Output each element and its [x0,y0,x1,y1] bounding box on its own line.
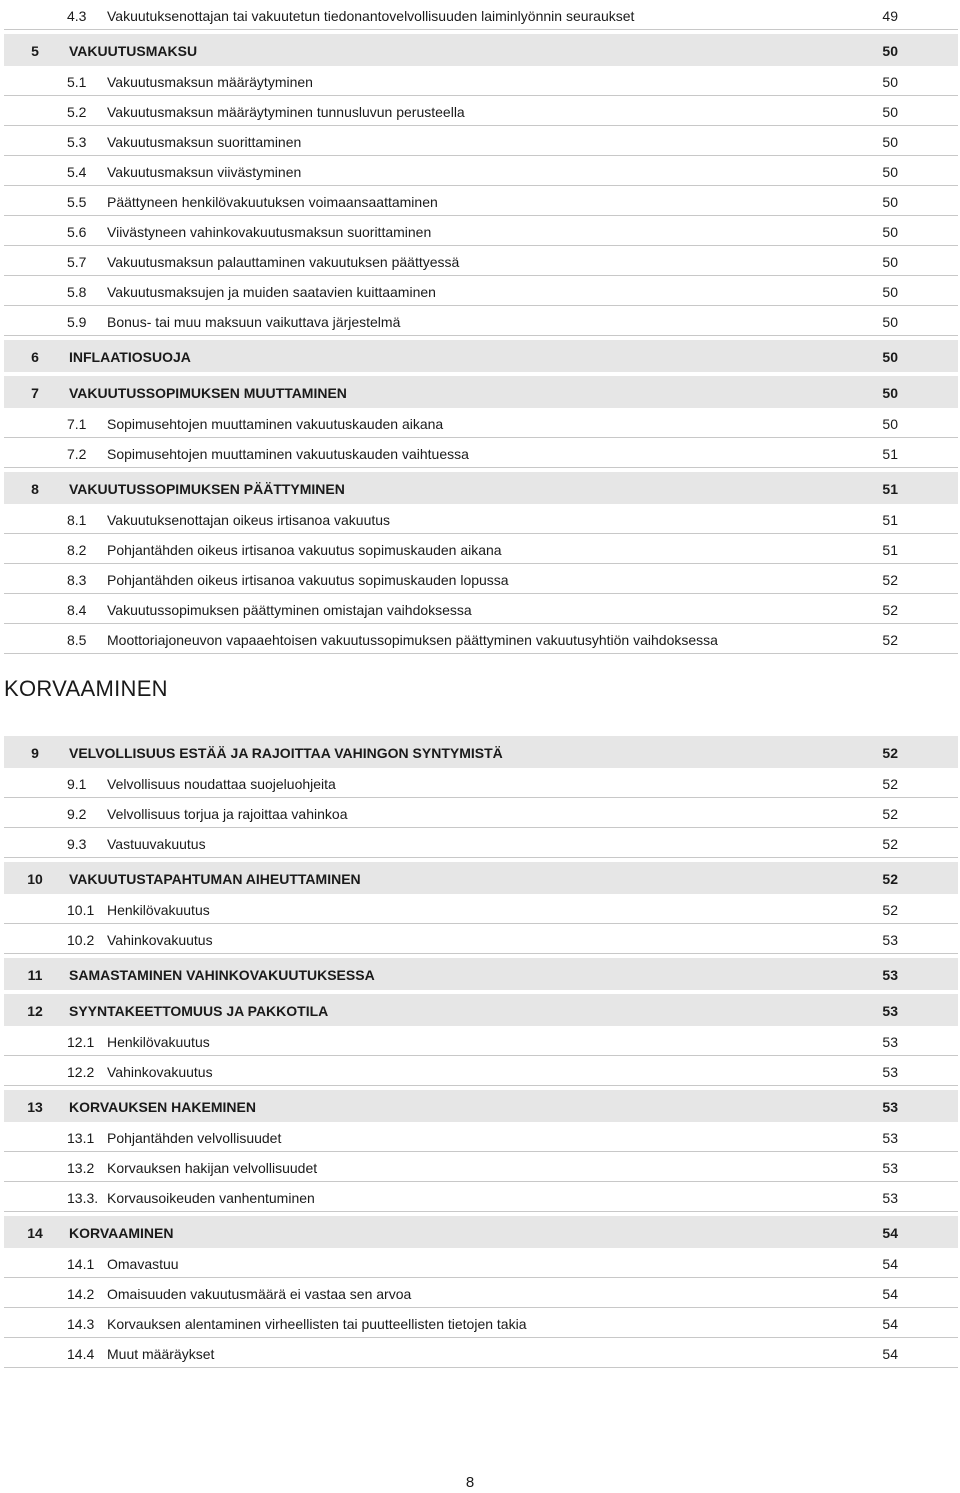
toc-section-row[interactable] [4,504,958,534]
toc-section-row[interactable] [4,216,958,246]
section-title: Vakuutuksenottajan tai vakuutetun tiedonantovelvollisuuden laiminlyönnin seuraukset [107,8,635,24]
toc-section-row[interactable] [4,594,958,624]
page-ref: 53 [882,1190,898,1206]
section-title: Bonus- tai muu maksuun vaikuttava järjestelmä [107,314,401,330]
toc-section-row[interactable] [4,186,958,216]
toc-section-row[interactable] [4,924,958,954]
section-title: Sopimusehtojen muuttaminen vakuutuskauden vaihtuessa [107,446,469,462]
section-title: Korvauksen alentaminen virheellisten tai puutteellisten tietojen takia [107,1316,527,1332]
section-number: 8.5 [67,632,87,648]
section-number: 10.1 [67,902,95,918]
section-number: 14.4 [67,1346,95,1362]
chapter-title: INFLAATIOSUOJA [69,349,191,365]
section-title: Vahinkovakuutus [107,1064,213,1080]
page-ref: 50 [882,224,898,240]
page-ref: 50 [882,74,898,90]
chapter-title: KORVAAMINEN [69,1225,174,1241]
section-title: Pohjantähden oikeus irtisanoa vakuutus sopimuskauden lopussa [107,572,509,588]
toc-section-row[interactable] [4,0,958,30]
page-ref: 50 [882,284,898,300]
chapter-number: 9 [31,745,39,761]
page-ref: 53 [882,932,898,948]
toc-chapter-row[interactable] [4,958,958,990]
section-title: Pohjantähden oikeus irtisanoa vakuutus sopimuskauden aikana [107,542,502,558]
chapter-number: 6 [31,349,39,365]
toc-section-row[interactable] [4,156,958,186]
toc-section-row[interactable] [4,1182,958,1212]
section-number: 9.3 [67,836,87,852]
section-number: 12.1 [67,1034,95,1050]
page-ref: 54 [882,1286,898,1302]
chapter-number: 8 [31,481,39,497]
page-ref: 52 [882,632,898,648]
page-ref: 51 [882,446,898,462]
section-title: Vakuutusmaksun määräytyminen [107,74,313,90]
page-ref: 52 [882,602,898,618]
page-ref: 52 [882,745,898,761]
section-title: Omaisuuden vakuutusmäärä ei vastaa sen arvoa [107,1286,412,1302]
toc-chapter-row[interactable] [4,1216,958,1248]
page-ref: 50 [882,385,898,401]
section-number: 9.2 [67,806,87,822]
toc-section-row[interactable] [4,1056,958,1086]
section-number: 14.1 [67,1256,95,1272]
section-number: 13.2 [67,1160,95,1176]
toc-section-row[interactable] [4,624,958,654]
section-number: 14.3 [67,1316,95,1332]
toc-section-row[interactable] [4,438,958,468]
toc-section-row[interactable] [4,408,958,438]
page-ref: 49 [882,8,898,24]
page-ref: 53 [882,1160,898,1176]
section-number: 5.4 [67,164,87,180]
chapter-title: VAKUUTUSSOPIMUKSEN PÄÄTTYMINEN [69,481,345,497]
section-number: 9.1 [67,776,87,792]
section-title: Sopimusehtojen muuttaminen vakuutuskauden aikana [107,416,444,432]
chapter-number: 11 [27,967,43,983]
page-ref: 53 [882,1003,898,1019]
section-number: 13.1 [67,1130,95,1146]
section-title: Korvauksen hakijan velvollisuudet [107,1160,318,1176]
toc-section-row[interactable] [4,1248,958,1278]
section-number: 8.2 [67,542,87,558]
section-title: Moottoriajoneuvon vapaaehtoisen vakuutussopimuksen päättyminen vakuutusyhtiön vaihdoksessa [107,632,718,648]
toc-section-row[interactable] [4,1122,958,1152]
chapter-number: 7 [31,385,39,401]
section-title: Päättyneen henkilövakuutuksen voimaansaattaminen [107,194,438,210]
section-number: 13.3. [67,1190,99,1206]
toc-chapter-row[interactable] [4,1090,958,1122]
chapter-title: VAKUUTUSTAPAHTUMAN AIHEUTTAMINEN [69,871,361,887]
page-ref: 50 [882,314,898,330]
page-ref: 50 [882,416,898,432]
section-title: Henkilövakuutus [107,1034,210,1050]
toc-section-row[interactable] [4,1026,958,1056]
page-ref: 54 [882,1316,898,1332]
toc-chapter-row[interactable] [4,34,958,66]
chapter-title: KORVAUKSEN HAKEMINEN [69,1099,256,1115]
page-ref: 54 [882,1256,898,1272]
section-number: 10.2 [67,932,95,948]
chapter-title: SAMASTAMINEN VAHINKOVAKUUTUKSESSA [69,967,375,983]
page-ref: 50 [882,104,898,120]
page-ref: 51 [882,542,898,558]
page-ref: 50 [882,349,898,365]
section-title: Vakuutusmaksujen ja muiden saatavien kuittaaminen [107,284,436,300]
page-ref: 52 [882,871,898,887]
section-number: 5.9 [67,314,87,330]
chapter-number: 5 [31,43,39,59]
section-title: Velvollisuus noudattaa suojeluohjeita [107,776,336,792]
toc-chapter-row[interactable] [4,472,958,504]
section-title: Omavastuu [107,1256,179,1272]
toc-chapter-row[interactable] [4,994,958,1026]
toc-chapter-row[interactable] [4,736,958,768]
section-title: Vakuutusmaksun palauttaminen vakuutuksen päättyessä [107,254,460,270]
page-ref: 53 [882,1034,898,1050]
toc-section-row[interactable] [4,1278,958,1308]
chapter-title: SYYNTAKEETTOMUUS JA PAKKOTILA [69,1003,329,1019]
page-ref: 50 [882,134,898,150]
toc-section-row[interactable] [4,564,958,594]
toc-section-row[interactable] [4,1152,958,1182]
section-number: 7.1 [67,416,87,432]
chapter-title: VAKUUTUSMAKSU [69,43,198,59]
section-number: 8.1 [67,512,87,528]
chapter-title: VELVOLLISUUS ESTÄÄ JA RAJOITTAA VAHINGON SYNTYMISTÄ [69,745,503,761]
page-number: 8 [465,1474,475,1491]
section-title: Vakuutusmaksun viivästyminen [107,164,302,180]
section-number: 5.6 [67,224,87,240]
page-ref: 53 [882,1064,898,1080]
toc-section-row[interactable] [4,306,958,336]
section-number: 5.1 [67,74,87,90]
toc-section-row[interactable] [4,894,958,924]
section-number: 12.2 [67,1064,95,1080]
page-ref: 52 [882,776,898,792]
section-number: 4.3 [67,8,87,24]
section-number: 5.8 [67,284,87,300]
chapter-number: 10 [27,871,43,887]
section-title: Vakuutussopimuksen päättyminen omistajan vaihdoksessa [107,602,472,618]
section-title: Henkilövakuutus [107,902,210,918]
section-number: 5.5 [67,194,87,210]
section-number: 5.2 [67,104,87,120]
toc-chapter-row[interactable] [4,340,958,372]
page-ref: 52 [882,806,898,822]
section-number: 14.2 [67,1286,95,1302]
part-heading [4,654,960,732]
toc-section-row[interactable] [4,1338,958,1368]
page-ref: 50 [882,254,898,270]
chapter-title: VAKUUTUSSOPIMUKSEN MUUTTAMINEN [69,385,347,401]
page-ref: 50 [882,43,898,59]
section-title: Pohjantähden velvollisuudet [107,1130,282,1146]
toc-section-row[interactable] [4,1308,958,1338]
page-ref: 54 [882,1225,898,1241]
page-ref: 52 [882,902,898,918]
section-number: 7.2 [67,446,87,462]
section-title: Korvausoikeuden vanhentuminen [107,1190,315,1206]
chapter-number: 13 [27,1099,43,1115]
toc-section-row[interactable] [4,768,958,798]
chapter-number: 14 [27,1225,43,1241]
toc-chapter-row[interactable] [4,376,958,408]
page-ref: 52 [882,836,898,852]
section-title: Vahinkovakuutus [107,932,213,948]
toc-section-row[interactable] [4,534,958,564]
section-title: Viivästyneen vahinkovakuutusmaksun suorittaminen [107,224,432,240]
page-ref: 53 [882,1130,898,1146]
page-ref: 50 [882,194,898,210]
toc-section-row[interactable] [4,66,958,96]
page-ref: 54 [882,1346,898,1362]
chapter-number: 12 [27,1003,43,1019]
section-number: 5.3 [67,134,87,150]
section-number: 8.3 [67,572,87,588]
page-ref: 53 [882,1099,898,1115]
toc-section-row[interactable] [4,828,958,858]
page-ref: 51 [882,512,898,528]
section-title: Vakuutuksenottajan oikeus irtisanoa vakuutus [107,512,391,528]
section-number: 8.4 [67,602,87,618]
page-ref: 53 [882,967,898,983]
section-number: 5.7 [67,254,87,270]
toc-section-row[interactable] [4,246,958,276]
section-title: Muut määräykset [107,1346,215,1362]
page-ref: 50 [882,164,898,180]
toc-section-row[interactable] [4,126,958,156]
part-heading-title: KORVAAMINEN [4,676,168,701]
section-title: Vakuutusmaksun määräytyminen tunnusluvun perusteella [107,104,465,120]
toc-section-row[interactable] [4,96,958,126]
toc-chapter-row[interactable] [4,862,958,894]
section-title: Velvollisuus torjua ja rajoittaa vahinkoa [107,806,348,822]
section-title: Vastuuvakuutus [107,836,206,852]
page-ref: 52 [882,572,898,588]
toc-section-row[interactable] [4,276,958,306]
section-title: Vakuutusmaksun suorittaminen [107,134,302,150]
page-ref: 51 [882,481,898,497]
toc-section-row[interactable] [4,798,958,828]
